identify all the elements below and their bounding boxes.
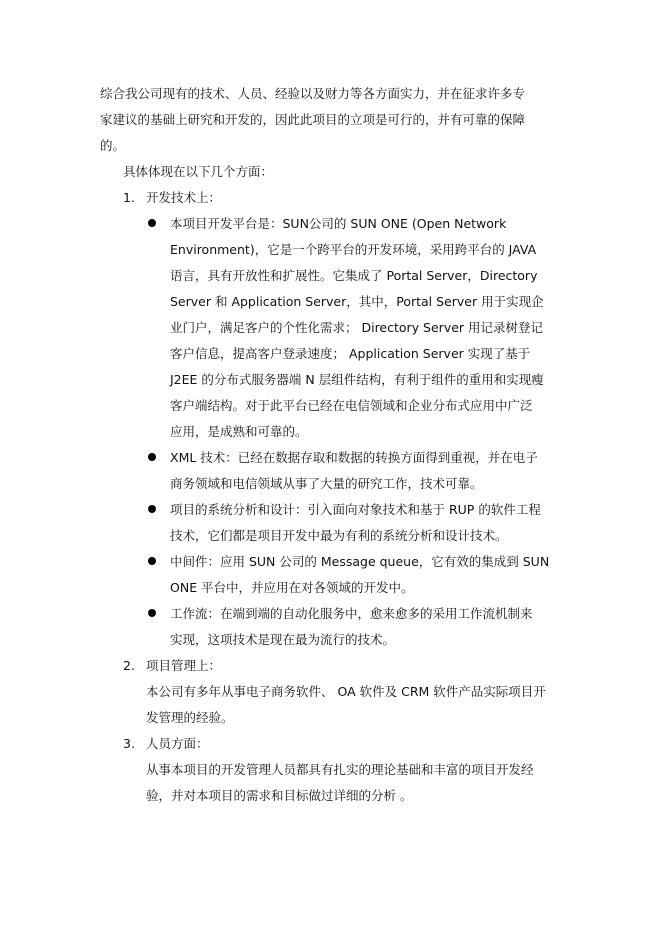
bullet-2-line-1: XML 技术：已经在数据存取和数据的转换方面得到重视，并在电子	[170, 450, 538, 465]
section-2-number: 2.	[123, 658, 135, 673]
bullet-1-line-7: J2EE 的分布式服务器端 N 层组件结构，有利于组件的重用和实现瘦	[170, 372, 544, 387]
section-3-body-line-2: 验，并对本项目的需求和目标做过详细的分析 。	[146, 788, 413, 803]
bullet-1-line-1: 本项目开发平台是：SUN公司的 SUN ONE (Open Network	[170, 216, 507, 231]
bullet-4-line-1: 中间件：应用 SUN 公司的 Message queue，它有效的集成到 SUN	[170, 554, 550, 569]
summary-line: 具体体现在以下几个方面：	[123, 164, 274, 179]
bullet-4-line-2: ONE 平台中，并应用在对各领域的开发中。	[170, 580, 414, 595]
section-1-title: 开发技术上：	[146, 190, 222, 205]
bullet-3-line-2: 技术，它们都是项目开发中最为有利的系统分析和设计技术。	[170, 528, 508, 543]
bullet-1-line-3: 语言，具有开放性和扩展性。它集成了 Portal Server，Directory	[170, 268, 538, 283]
section-3-body-line-1: 从事本项目的开发管理人员都具有扎实的理论基础和丰富的项目开发经	[146, 762, 534, 777]
section-2-body-line-1: 本公司有多年从事电子商务软件、 OA 软件及 CRM 软件产品实际项目开	[146, 684, 546, 699]
section-2-title: 项目管理上：	[146, 658, 222, 673]
bullet-icon	[148, 505, 156, 513]
bullet-1-line-4: Server 和 Application Server，其中，Portal Server 用于实现企	[170, 294, 544, 309]
bullet-2-line-2: 商务领域和电信领域从事了大量的研究工作，技术可靠。	[170, 476, 483, 491]
intro-line-2: 家建议的基础上研究和开发的，因此此项目的立项是可行的，并有可靠的保障	[100, 112, 526, 127]
intro-line-1: 综合我公司现有的技术、人员、经验以及财力等各方面实力，并在征求许多专	[100, 86, 526, 101]
bullet-1-line-8: 客户端结构。对于此平台已经在电信领域和企业分布式应用中广泛	[170, 398, 533, 413]
bullet-icon	[148, 609, 156, 617]
section-1-number: 1.	[123, 190, 135, 205]
bullet-3-line-1: 项目的系统分析和设计：引入面向对象技术和基于 RUP 的软件工程	[170, 502, 541, 517]
bullet-1-line-9: 应用，是成熟和可靠的。	[170, 424, 308, 439]
intro-line-3: 的。	[100, 138, 126, 153]
bullet-icon	[148, 557, 156, 565]
bullet-icon	[148, 219, 156, 227]
bullet-1-line-2: Environment)，它是一个跨平台的开发环境，采用跨平台的 JAVA	[170, 242, 537, 257]
section-2-body-line-2: 发管理的经验。	[146, 710, 234, 725]
bullet-5-line-1: 工作流：在端到端的自动化服务中，愈来愈多的采用工作流机制来	[170, 606, 533, 621]
section-3-number: 3.	[123, 736, 135, 751]
bullet-1-line-5: 业门户，满足客户的个性化需求； Directory Server 用记录树登记	[170, 320, 544, 335]
bullet-1-line-6: 客户信息，提高客户登录速度； Application Server 实现了基于	[170, 346, 531, 361]
section-3-title: 人员方面：	[146, 736, 209, 751]
bullet-icon	[148, 453, 156, 461]
bullet-5-line-2: 实现，这项技术是现在最为流行的技术。	[170, 632, 396, 647]
